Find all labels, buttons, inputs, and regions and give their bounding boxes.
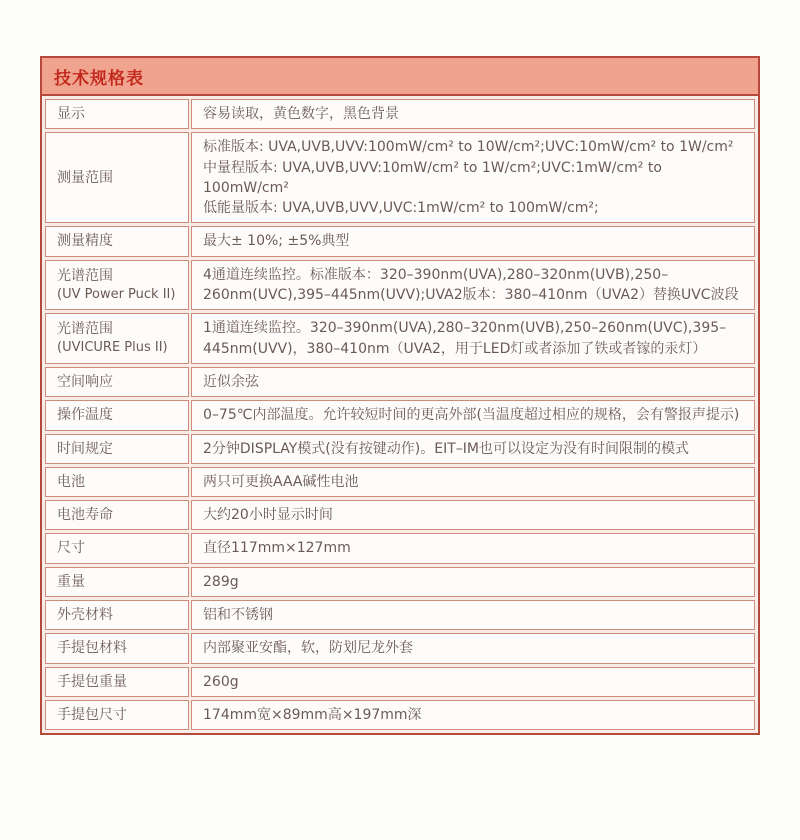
spec-label-text: 手提包材料 — [57, 640, 127, 657]
spec-value-text: 铝和不锈钢 — [203, 607, 273, 624]
spec-value — [191, 500, 755, 530]
spec-row-battery-life — [45, 500, 755, 530]
spec-value — [191, 533, 755, 563]
spec-row-spectral-range-uvicure — [45, 313, 755, 364]
spec-label-text: 测量范围 — [57, 169, 113, 186]
spec-value — [191, 434, 755, 464]
spec-label-text: 手提包重量 — [57, 673, 127, 690]
spec-value-text: 两只可更换AAA碱性电池 — [203, 473, 359, 490]
spec-row-battery — [45, 467, 755, 497]
spec-label — [45, 633, 189, 663]
spec-table — [40, 56, 760, 735]
spec-value — [191, 260, 755, 311]
spec-label — [45, 367, 189, 397]
spec-value — [191, 400, 755, 430]
spec-value-line: 标准版本: UVA,UVB,UVV:100mW/cm² to 10W/cm²;UVC:10mW/cm² to 1W/cm² — [203, 139, 734, 156]
spec-value-text: 2分钟DISPLAY模式(没有按键动作)。EIT–IM也可以设定为没有时间限制的模式 — [203, 440, 689, 457]
spec-value-text: 0–75℃内部温度。允许较短时间的更高外部(当温度超过相应的规格，会有警报声提示) — [203, 407, 740, 424]
spec-label-text: 重量 — [57, 573, 85, 590]
spec-value — [191, 567, 755, 597]
spec-value — [191, 226, 755, 256]
spec-value-text: 最大± 10%; ±5%典型 — [203, 233, 350, 250]
spec-row-accuracy — [45, 226, 755, 256]
spec-row-time-mode — [45, 434, 755, 464]
spec-sublabel-text: (UV Power Puck II) — [57, 286, 176, 302]
spec-label-text: 电池 — [57, 473, 85, 490]
spec-label — [45, 667, 189, 697]
spec-label — [45, 500, 189, 530]
spec-value-text: 289g — [203, 573, 239, 590]
spec-value-text: 直径117mm×127mm — [203, 540, 351, 557]
spec-value-line: 中量程版本: UVA,UVB,UVV:10mW/cm² to 1W/cm²;UVC:1mW/cm² to 100mW/cm² — [203, 159, 662, 196]
spec-value — [191, 99, 755, 129]
spec-label — [45, 567, 189, 597]
spec-row-housing-material — [45, 600, 755, 630]
spec-label-text: 尺寸 — [57, 540, 85, 557]
spec-label-text: 操作温度 — [57, 407, 113, 424]
spec-label-text: 手提包尺寸 — [57, 706, 127, 723]
spec-label — [45, 700, 189, 730]
spec-row-spectral-range-power-puck — [45, 260, 755, 311]
spec-value — [191, 313, 755, 364]
spec-label-text: 光谱范围 — [57, 267, 113, 284]
spec-row-case-weight — [45, 667, 755, 697]
spec-value — [191, 467, 755, 497]
spec-value-text: 4通道连续监控。标准版本：320–390nm(UVA),280–320nm(UVB),250–260nm(UVC),395–445nm(UVV);UVA2版本：380–410nm（UVA2）替换UVC波段 — [203, 266, 739, 304]
spec-row-case-material — [45, 633, 755, 663]
table-title: 技术规格表 — [42, 58, 758, 96]
spec-label-text: 显示 — [57, 106, 85, 122]
spec-value-line: 低能量版本: UVA,UVB,UVV,UVC:1mW/cm² to 100mW/cm²; — [203, 200, 599, 217]
spec-value-text: 内部聚亚安酯，软，防划尼龙外套 — [203, 640, 413, 657]
spec-label-text: 电池寿命 — [57, 507, 113, 524]
table-body — [42, 96, 758, 733]
spec-label — [45, 400, 189, 430]
spec-value-text: 174mm宽×89mm高×197mm深 — [203, 706, 422, 723]
spec-label-text: 空间响应 — [57, 373, 113, 390]
spec-value-text: 大约20小时显示时间 — [203, 507, 333, 524]
spec-row-measure-range — [45, 132, 755, 223]
spec-label-text: 光谱范围 — [57, 321, 113, 338]
spec-value-text: 1通道连续监控。320–390nm(UVA),280–320nm(UVB),250–260nm(UVC),395–445nm(UVV)，380–410nm（UVA2，用于LED灯或者添加了铁或者镓的汞灯） — [203, 320, 727, 357]
spec-label — [45, 226, 189, 256]
spec-label — [45, 313, 189, 364]
spec-label-text: 时间规定 — [57, 440, 113, 457]
spec-row-case-dimensions — [45, 700, 755, 730]
spec-sublabel-text: (UVICURE Plus II) — [57, 340, 168, 356]
spec-label — [45, 533, 189, 563]
spec-label — [45, 99, 189, 129]
spec-value — [191, 633, 755, 663]
spec-value — [191, 132, 755, 223]
spec-row-spatial-response — [45, 367, 755, 397]
spec-value — [191, 600, 755, 630]
spec-label — [45, 600, 189, 630]
spec-row-weight — [45, 567, 755, 597]
spec-row-display — [45, 99, 755, 129]
spec-value — [191, 367, 755, 397]
spec-value-text: 260g — [203, 673, 239, 690]
spec-value — [191, 700, 755, 730]
spec-row-dimensions — [45, 533, 755, 563]
spec-label-text: 外壳材料 — [57, 607, 113, 624]
spec-label — [45, 132, 189, 223]
spec-label — [45, 434, 189, 464]
spec-label-text: 测量精度 — [57, 233, 113, 250]
spec-value-text: 近似余弦 — [203, 373, 259, 390]
spec-label — [45, 260, 189, 311]
spec-value — [191, 667, 755, 697]
spec-label — [45, 467, 189, 497]
spec-row-operating-temp — [45, 400, 755, 430]
spec-value-text: 容易读取，黄色数字，黑色背景 — [203, 106, 399, 122]
